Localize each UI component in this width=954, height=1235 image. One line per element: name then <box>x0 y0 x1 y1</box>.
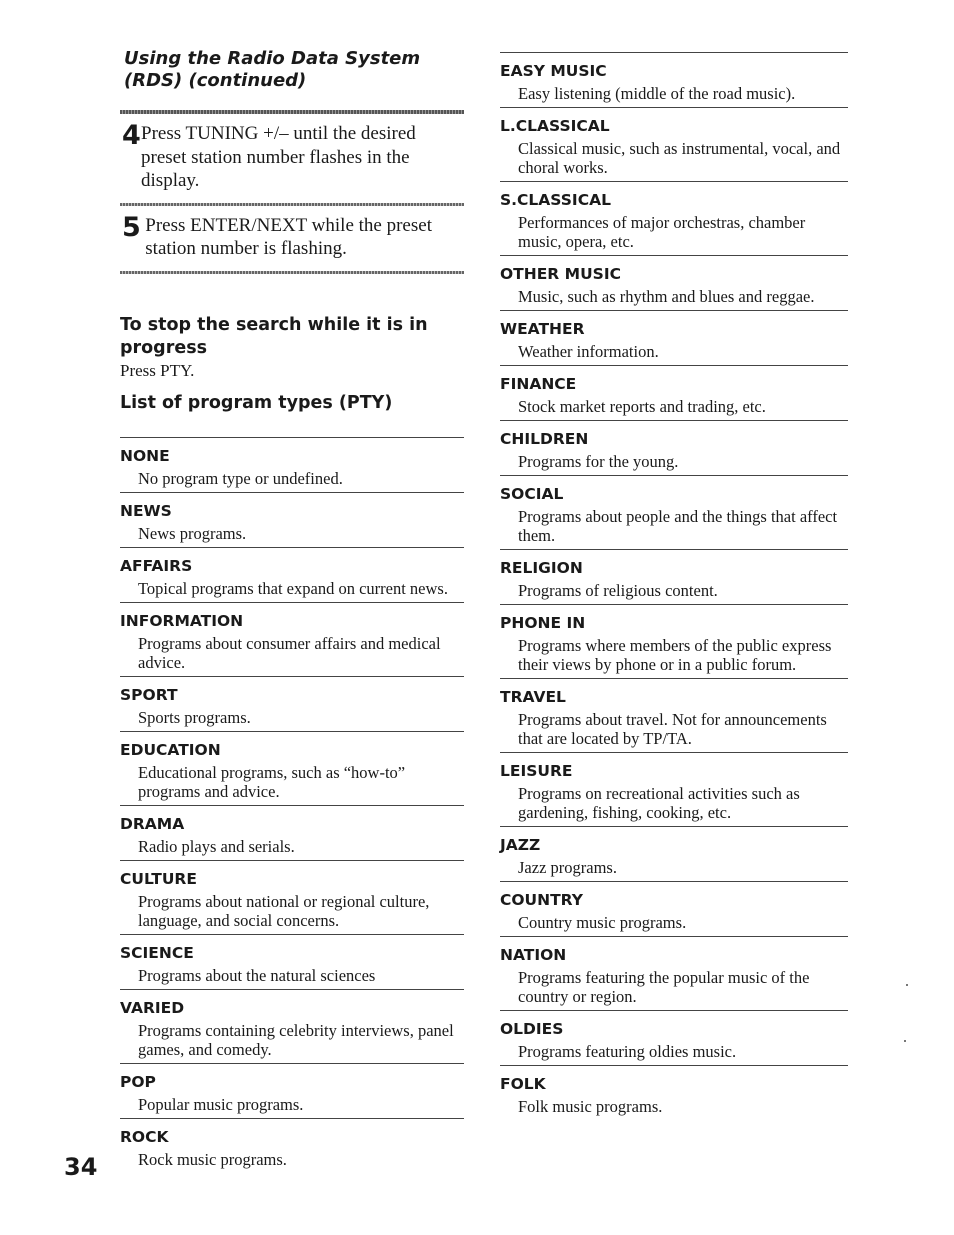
pty-description: Country music programs. <box>518 913 687 932</box>
pty-entry <box>500 1066 848 1120</box>
pty-description: Topical programs that expand on current news. <box>138 578 448 598</box>
pty-description: Stock market reports and trading, etc. <box>518 397 766 416</box>
pty-name: COUNTRY <box>500 891 583 909</box>
scan-speck <box>906 984 908 986</box>
pty-name: S.CLASSICAL <box>500 191 611 209</box>
scan-speck <box>904 1040 906 1042</box>
pty-entry <box>120 1119 464 1173</box>
pty-entry <box>500 182 848 256</box>
pty-description: Educational programs, such as “how-to” programs and advice. <box>138 762 406 801</box>
pty-description: Programs on recreational activities such as gardening, fishing, cooking, etc. <box>518 784 800 822</box>
pty-entry <box>120 935 464 990</box>
pty-name: AFFAIRS <box>120 556 193 575</box>
stop-search-block <box>120 314 464 382</box>
step-text: Press ENTER/NEXT while the preset station number is flashing. <box>145 214 432 259</box>
stop-search-heading: To stop the search while it is in progress <box>120 314 428 358</box>
pty-name: CHILDREN <box>500 430 589 448</box>
pty-name: EDUCATION <box>120 740 221 759</box>
pty-name: WEATHER <box>500 320 585 338</box>
step-divider <box>120 271 464 274</box>
pty-list-right <box>500 52 848 1120</box>
pty-name: OLDIES <box>500 1020 564 1038</box>
pty-description: Programs about national or regional culture, language, and social concerns. <box>138 891 430 930</box>
pty-name: OTHER MUSIC <box>500 265 621 283</box>
pty-description: Programs containing celebrity interviews, panel games, and comedy. <box>138 1020 454 1059</box>
pty-description: Programs where members of the public express their views by phone or in a public forum. <box>518 636 832 674</box>
pty-description: Programs about people and the things that affect them. <box>518 507 838 545</box>
step-number: 5 <box>122 211 141 243</box>
pty-entry <box>500 605 848 679</box>
step-number: 4 <box>122 120 141 151</box>
pty-entry <box>500 1011 848 1066</box>
pty-name: SCIENCE <box>120 943 194 962</box>
pty-entry <box>500 108 848 182</box>
pty-description: News programs. <box>138 523 247 543</box>
step-5 <box>120 206 464 271</box>
pty-description: Classical music, such as instrumental, vocal, and choral works. <box>518 139 841 177</box>
page-number: 34 <box>64 1153 98 1181</box>
pty-entry <box>120 732 464 806</box>
pty-entry <box>120 806 464 861</box>
pty-list-left <box>120 437 464 1173</box>
pty-description: Performances of major orchestras, chamber music, opera, etc. <box>518 213 806 251</box>
pty-description: Radio plays and serials. <box>138 836 295 856</box>
pty-name: RELIGION <box>500 559 583 577</box>
pty-description: Programs of religious content. <box>518 581 718 600</box>
pty-description: Programs featuring the popular music of the country or region. <box>518 968 810 1006</box>
pty-description: Sports programs. <box>138 707 251 727</box>
pty-description: Music, such as rhythm and blues and reggae. <box>518 287 815 306</box>
pty-name: JAZZ <box>500 836 541 854</box>
pty-name: ROCK <box>120 1127 169 1146</box>
pty-entry <box>500 882 848 937</box>
pty-name: TRAVEL <box>500 688 566 706</box>
pty-entry <box>500 937 848 1011</box>
pty-name: NEWS <box>120 501 172 520</box>
pty-description: Programs for the young. <box>518 452 679 471</box>
pty-description: Weather information. <box>518 342 659 361</box>
pty-name: PHONE IN <box>500 614 586 632</box>
pty-entry <box>500 421 848 476</box>
pty-entry <box>120 548 464 603</box>
pty-description: Jazz programs. <box>518 858 617 877</box>
pty-entry <box>500 550 848 605</box>
pty-list-heading: List of program types (PTY) <box>120 392 393 413</box>
pty-entry <box>500 256 848 311</box>
step-text: Press TUNING +/– until the desired preset station number flashes in the display. <box>141 123 416 191</box>
pty-entry <box>120 603 464 677</box>
pty-entry <box>120 990 464 1064</box>
pty-name: SOCIAL <box>500 485 564 503</box>
pty-description: Popular music programs. <box>138 1094 304 1114</box>
pty-entry <box>500 311 848 366</box>
pty-description: No program type or undefined. <box>138 468 343 488</box>
pty-description: Programs about consumer affairs and medical advice. <box>138 633 441 672</box>
pty-entry <box>120 677 464 732</box>
pty-description: Programs about travel. Not for announcements that are located by TP/TA. <box>518 710 827 748</box>
pty-entry <box>500 827 848 882</box>
pty-entry <box>120 493 464 548</box>
pty-name: FINANCE <box>500 375 577 393</box>
pty-name: SPORT <box>120 685 178 704</box>
right-column <box>500 52 848 1120</box>
pty-name: L.CLASSICAL <box>500 117 610 135</box>
section-title: Using the Radio Data System (RDS) (continued) <box>124 48 421 91</box>
pty-name: LEISURE <box>500 762 573 780</box>
pty-description: Folk music programs. <box>518 1097 663 1116</box>
pty-name: VARIED <box>120 998 185 1017</box>
left-column <box>120 48 464 1173</box>
pty-name: NONE <box>120 446 170 465</box>
pty-description: Programs featuring oldies music. <box>518 1042 737 1061</box>
pty-entry <box>500 679 848 753</box>
pty-description: Programs about the natural sciences <box>138 965 376 985</box>
pty-entry <box>500 753 848 827</box>
pty-name: POP <box>120 1072 156 1091</box>
pty-entry <box>500 53 848 108</box>
pty-name: CULTURE <box>120 869 197 888</box>
pty-entry <box>120 438 464 493</box>
pty-entry <box>500 476 848 550</box>
pty-entry <box>120 861 464 935</box>
pty-name: EASY MUSIC <box>500 62 607 80</box>
pty-entry <box>120 1064 464 1119</box>
pty-name: INFORMATION <box>120 611 244 630</box>
pty-entry <box>500 366 848 421</box>
pty-description: Rock music programs. <box>138 1149 287 1169</box>
pty-name: NATION <box>500 946 567 964</box>
step-4 <box>120 114 464 203</box>
pty-description: Easy listening (middle of the road music). <box>518 84 796 103</box>
stop-search-body: Press PTY. <box>120 360 195 380</box>
pty-name: FOLK <box>500 1075 546 1093</box>
pty-name: DRAMA <box>120 814 185 833</box>
